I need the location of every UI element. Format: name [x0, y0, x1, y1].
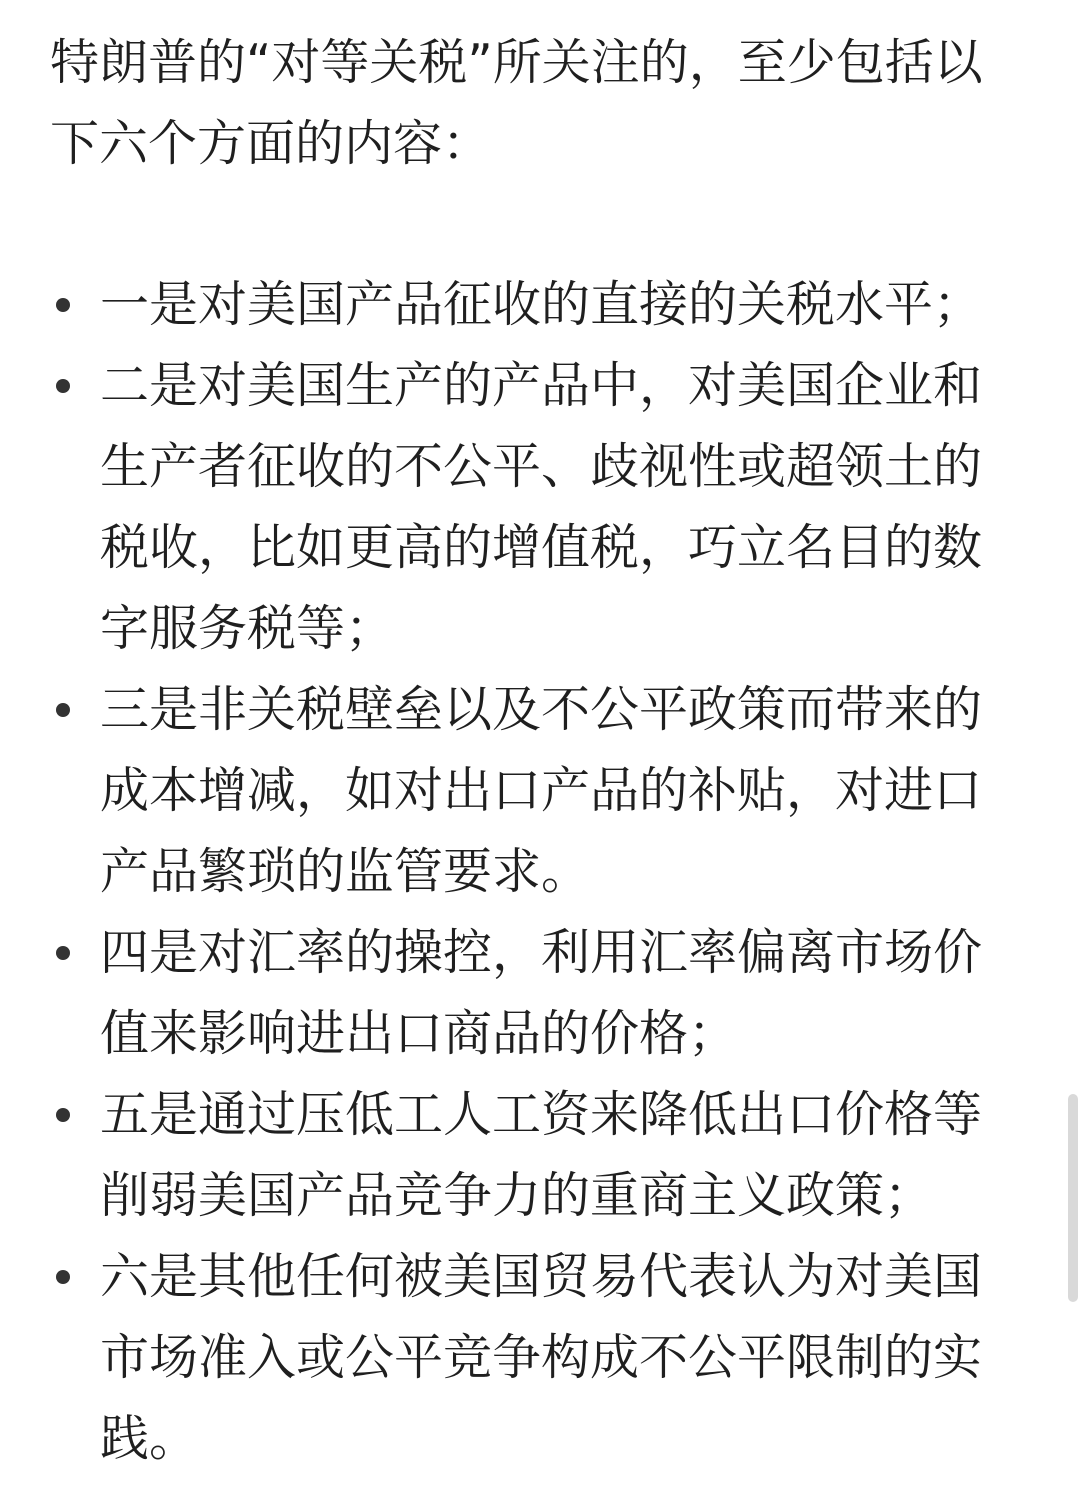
list-item-text: 三是非关税壁垒以及不公平政策而带来的成本增减，如对出口产品的补贴，对进口产品繁琐的监管要求。 [100, 681, 983, 900]
list-item-text: 一是对美国产品征收的直接的关税水平； [100, 276, 983, 333]
list-item-text: 四是对汇率的操控，利用汇率偏离市场价值来影响进出口商品的价格； [100, 924, 983, 1062]
bullet-list [50, 264, 1020, 1479]
list-item [50, 669, 1020, 912]
list-item [50, 1074, 1020, 1236]
bullet-dot-icon [56, 1108, 70, 1122]
list-item-text: 六是其他任何被美国贸易代表认为对美国市场准入或公平竞争构成不公平限制的实践。 [100, 1248, 983, 1467]
bullet-dot-icon [56, 298, 70, 312]
intro-paragraph: 特朗普的“对等关税”所关注的，至少包括以下六个方面的内容： [50, 34, 983, 172]
list-item [50, 345, 1020, 669]
list-item-text: 二是对美国生产的产品中，对美国企业和生产者征收的不公平、歧视性或超领土的税收，比如更高的增值税，巧立名目的数字服务税等； [100, 357, 983, 657]
article-body [50, 22, 1020, 1479]
bullet-dot-icon [56, 703, 70, 717]
list-item [50, 264, 1020, 345]
scrollbar-thumb[interactable] [1068, 1094, 1078, 1302]
bullet-dot-icon [56, 379, 70, 393]
list-item [50, 1236, 1020, 1479]
bullet-dot-icon [56, 1270, 70, 1284]
list-item [50, 912, 1020, 1074]
list-item-text: 五是通过压低工人工资来降低出口价格等削弱美国产品竞争力的重商主义政策； [100, 1086, 983, 1224]
bullet-dot-icon [56, 946, 70, 960]
